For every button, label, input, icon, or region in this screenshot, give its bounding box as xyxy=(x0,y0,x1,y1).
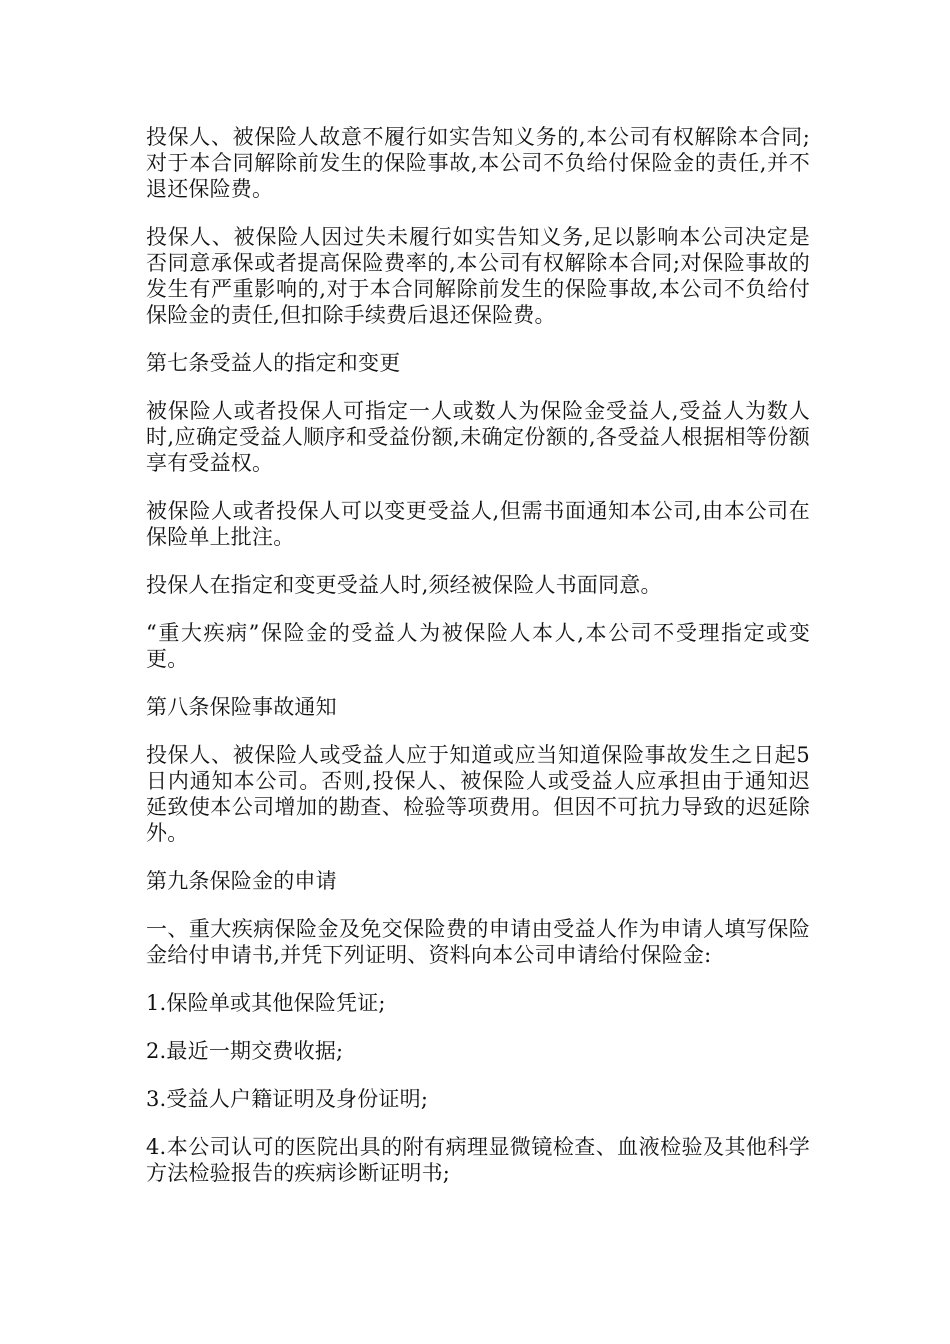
section-heading-article-7: 第七条受益人的指定和变更 xyxy=(146,351,401,375)
paragraph-consent: 投保人在指定和变更受益人时,须经被保险人书面同意。 xyxy=(146,573,662,597)
section-heading-article-8: 第八条保险事故通知 xyxy=(146,695,337,719)
list-item-identity: 3.受益人户籍证明及身份证明; xyxy=(146,1087,429,1111)
section-heading-article-9: 第九条保险金的申请 xyxy=(146,869,337,893)
paragraph-claim-application: 一、重大疾病保险金及免交保险费的申请由受益人作为申请人填写保险金给付申请书,并凭下列证明、资料向本公司申请给付保险金: xyxy=(146,917,810,967)
paragraph-beneficiary-change: 被保险人或者投保人可以变更受益人,但需书面通知本公司,由本公司在保险单上批注。 xyxy=(146,499,810,549)
list-item-policy: 1.保险单或其他保险凭证; xyxy=(146,991,386,1015)
paragraph-nondisclosure-negligent: 投保人、被保险人因过失未履行如实告知义务,足以影响本公司决定是否同意承保或者提高保险费率的,本公司有权解除本合同;对保险事故的发生有严重影响的,对于本合同解除前发生的保险事故,本公司不负给付保险金的责任,但扣除手续费后退还保险费。 xyxy=(146,225,810,327)
paragraph-accident-notice: 投保人、被保险人或受益人应于知道或应当知道保险事故发生之日起5日内通知本公司。否则,投保人、被保险人或受益人应承担由于通知迟延致使本公司增加的勘查、检验等项费用。但因不可抗力导致的迟延除外。 xyxy=(146,743,810,845)
paragraph-critical-illness-beneficiary: “重大疾病”保险金的受益人为被保险人本人,本公司不受理指定或变更。 xyxy=(146,621,810,671)
paragraph-beneficiary-designation: 被保险人或者投保人可指定一人或数人为保险金受益人,受益人为数人时,应确定受益人顺序和受益份额,未确定份额的,各受益人根据相等份额享有受益权。 xyxy=(146,399,810,475)
list-item-receipt: 2.最近一期交费收据; xyxy=(146,1039,344,1063)
document-body xyxy=(146,124,810,1208)
list-item-diagnosis: 4.本公司认可的医院出具的附有病理显微镜检查、血液检验及其他科学方法检验报告的疾病诊断证明书; xyxy=(146,1135,810,1185)
paragraph-nondisclosure-intentional: 投保人、被保险人故意不履行如实告知义务的,本公司有权解除本合同;对于本合同解除前发生的保险事故,本公司不负给付保险金的责任,并不退还保险费。 xyxy=(146,125,810,201)
